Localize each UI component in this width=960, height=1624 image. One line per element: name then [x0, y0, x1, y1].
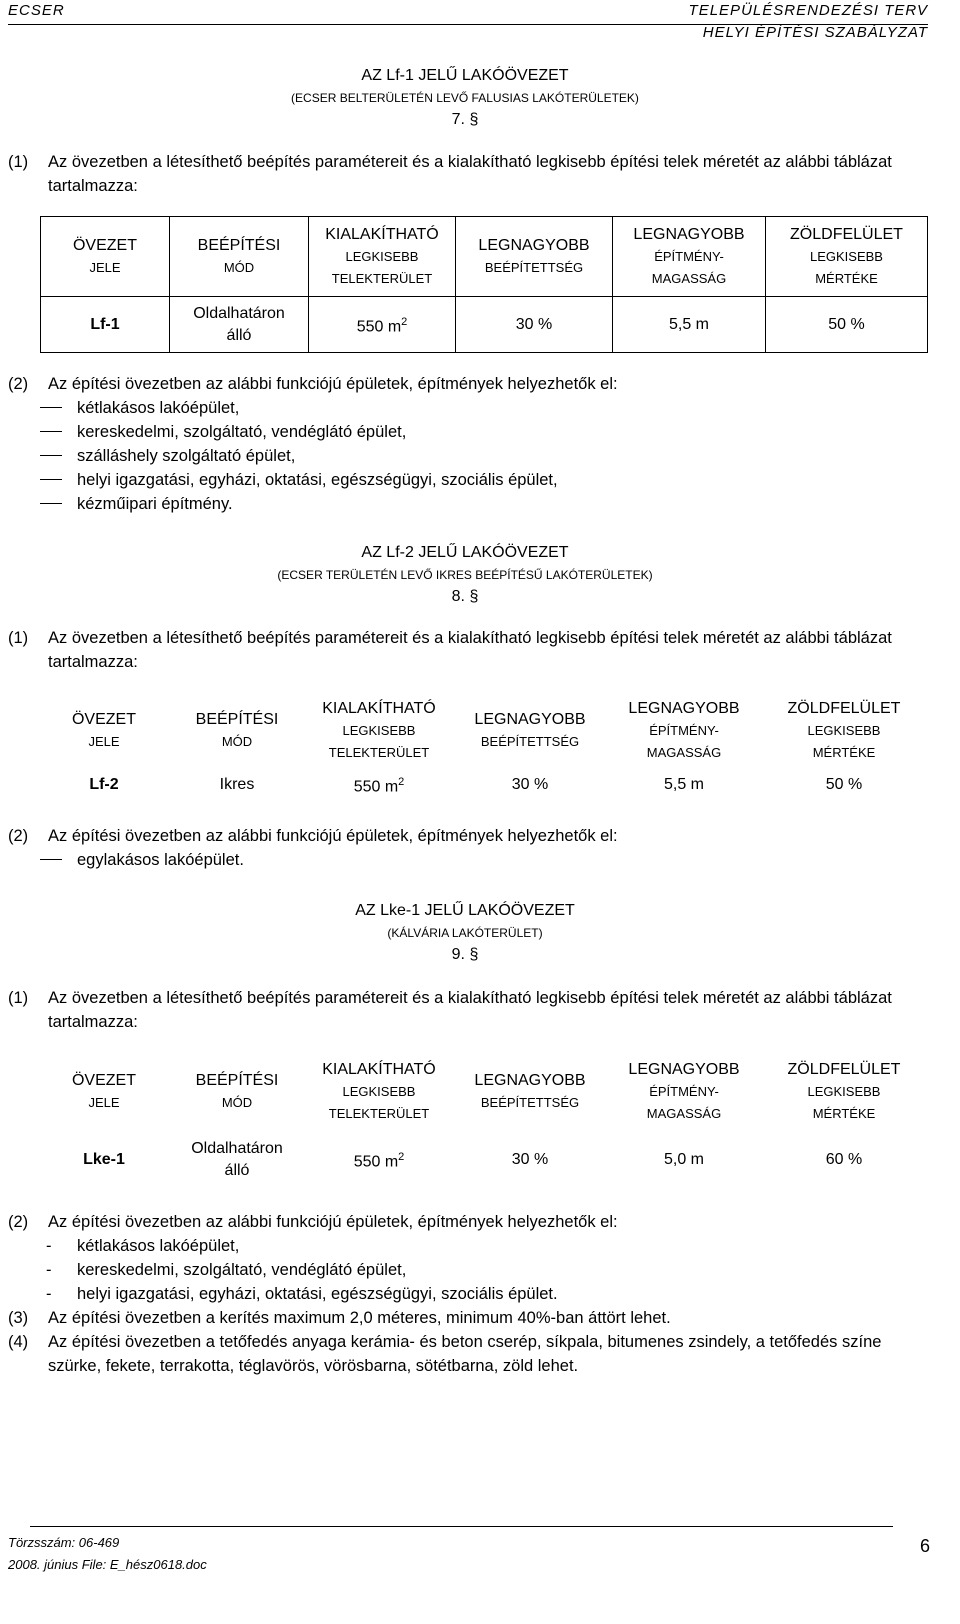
- section8-table: [40, 694, 928, 802]
- list-item: - kétlakásos lakóépület,: [46, 1237, 240, 1255]
- section8-p1: [8, 626, 933, 674]
- section9-p4-text: Az építési övezetben a tetőfedés anyaga kerámia- és beton cserép, síkpala, bitumenes zsindely, a tetőfedés színe szürke, fekete, terrakotta, téglavörös, vörösbarna, sötétbarna, zöld lehet.: [48, 1333, 882, 1375]
- col-mode: BEÉPÍTÉSI MÓD: [195, 1072, 279, 1110]
- section9-p2: [8, 1210, 933, 1234]
- cell-zone: Lf-1: [41, 297, 170, 353]
- page-number: 6: [919, 1536, 930, 1556]
- section9-title2: (KÁLVÁRIA LAKÓTERÜLET): [387, 926, 543, 940]
- cell-mode: Oldalhatáron álló: [191, 1140, 283, 1179]
- col-coverage: LEGNAGYOBB BEÉPÍTETTSÉG: [474, 1072, 586, 1110]
- list-item: szálláshely szolgáltató épület,: [40, 444, 920, 468]
- section7-list: [40, 396, 920, 516]
- section9-p3: [8, 1306, 933, 1330]
- section9-title3: 9. §: [451, 946, 479, 963]
- section9-list: [40, 1234, 920, 1306]
- header-right-line1: TELEPÜLÉSRENDEZÉSI TERV: [688, 2, 928, 19]
- section9-title: [0, 900, 930, 966]
- header-right-line2: HELYI ÉPÍTÉSI SZABÁLYZAT: [702, 24, 928, 41]
- list-item: - kereskedelmi, szolgáltató, vendéglátó épület,: [46, 1261, 407, 1279]
- section8-list: [40, 848, 920, 872]
- list-item: egylakásos lakóépület.: [40, 848, 920, 872]
- cell-plot: 550 $m^2$: [353, 1151, 405, 1171]
- header-left: ECSER: [8, 2, 65, 19]
- section7-p2-num: (2): [8, 375, 29, 393]
- section9-p3-num: (3): [8, 1309, 29, 1327]
- table-header-row: [40, 1054, 928, 1130]
- cell-coverage: 30 %: [511, 1151, 549, 1168]
- cell-height: 5,5 m: [613, 297, 766, 353]
- col-plot: KIALAKÍTHATÓ LEGKISEBB TELEKTERÜLET: [322, 700, 436, 760]
- list-item: helyi igazgatási, egyházi, oktatási, egészségügyi, szociális épület,: [40, 468, 920, 492]
- section9-p1-num: (1): [8, 989, 29, 1007]
- cell-coverage: 30 %: [511, 776, 549, 793]
- col-green: ZÖLDFELÜLET LEGKISEBB MÉRTÉKE: [766, 217, 928, 297]
- col-plot: KIALAKÍTHATÓ LEGKISEBB TELEKTERÜLET: [322, 1061, 436, 1121]
- section8-title3: 8. §: [451, 588, 479, 605]
- table-header-row: [41, 217, 928, 297]
- section7-p1-num: (1): [8, 153, 29, 171]
- section8-p2-text: Az építési övezetben az alábbi funkciójú épületek, építmények helyezhetők el:: [48, 827, 618, 845]
- col-zone: ÖVEZET JELE: [71, 1072, 136, 1110]
- section7-title2: (ECSER BELTERÜLETÉN LEVŐ FALUSIAS LAKÓTERÜLETEK): [291, 91, 639, 105]
- section8-p1-num: (1): [8, 629, 29, 647]
- col-green: ZÖLDFELÜLET LEGKISEBB MÉRTÉKE: [787, 700, 901, 760]
- footer-rule: [30, 1526, 893, 1527]
- section9-table: [40, 1054, 928, 1190]
- section9-p4: [8, 1330, 933, 1378]
- section8-p2-num: (2): [8, 827, 29, 845]
- table-row: [40, 1130, 928, 1190]
- table-row: [41, 297, 928, 353]
- section9-p2-num: (2): [8, 1213, 29, 1231]
- col-plot: KIALAKÍTHATÓ LEGKISEBB TELEKTERÜLET: [309, 217, 456, 297]
- section7-p2: [8, 372, 933, 396]
- list-item: kétlakásos lakóépület,: [40, 396, 920, 420]
- section7-title3: 7. §: [451, 111, 479, 128]
- section7-p2-text: Az építési övezetben az alábbi funkciójú épületek, építmények helyezhetők el:: [48, 375, 618, 393]
- cell-mode: Oldalhatáron álló: [170, 297, 309, 353]
- col-height: LEGNAGYOBB ÉPÍTMÉNY- MAGASSÁG: [628, 1061, 740, 1121]
- section8-title: [0, 542, 930, 608]
- cell-mode: Ikres: [219, 776, 255, 793]
- col-height: LEGNAGYOBB ÉPÍTMÉNY- MAGASSÁG: [628, 700, 740, 760]
- col-coverage: LEGNAGYOBB BEÉPÍTETTSÉG: [474, 711, 586, 749]
- section8-p1-text: Az övezetben a létesíthető beépítés paramétereit és a kialakítható legkisebb építési telek méretét az alábbi táblázat tartalmazza:: [48, 629, 892, 671]
- section9-p3-text: Az építési övezetben a kerítés maximum 2,0 méteres, minimum 40%-ban áttört lehet.: [48, 1309, 671, 1327]
- cell-plot: 550 $m^2$: [353, 776, 405, 796]
- list-item: kereskedelmi, szolgáltató, vendéglátó épület,: [40, 420, 920, 444]
- col-mode: BEÉPÍTÉSI MÓD: [195, 711, 279, 749]
- section9-p4-num: (4): [8, 1333, 29, 1351]
- section8-p2: [8, 824, 933, 848]
- section7-p1: [8, 150, 933, 198]
- list-item: kézműipari építmény.: [40, 492, 920, 516]
- section7-title1: AZ Lf-1 JELŰ LAKÓÖVEZET: [361, 67, 569, 84]
- cell-plot: 550 $m^2$: [309, 297, 456, 353]
- table-header-row: [40, 694, 928, 768]
- cell-zone: Lke-1: [83, 1151, 125, 1168]
- footer-line2: 2008. június File: E_hész0618.doc: [8, 1557, 207, 1572]
- cell-green: 50 %: [825, 776, 863, 793]
- section9-title1: AZ Lke-1 JELŰ LAKÓÖVEZET: [355, 902, 575, 919]
- col-zone: ÖVEZET JELE: [41, 217, 170, 297]
- section9-p1-text: Az övezetben a létesíthető beépítés paramétereit és a kialakítható legkisebb építési telek méretét az alábbi táblázat tartalmazza:: [48, 989, 892, 1031]
- footer-line1: Törzsszám: 06-469: [8, 1535, 120, 1550]
- section8-title2: (ECSER TERÜLETÉN LEVŐ IKRES BEÉPÍTÉSŰ LAKÓTERÜLETEK): [277, 568, 653, 582]
- cell-height: 5,0 m: [663, 1151, 704, 1168]
- section7-p1-text: Az övezetben a létesíthető beépítés paramétereit és a kialakítható legkisebb építési telek méretét az alábbi táblázat tartalmazza:: [48, 153, 892, 195]
- cell-green: 60 %: [825, 1151, 863, 1168]
- col-zone: ÖVEZET JELE: [71, 711, 136, 749]
- col-height: LEGNAGYOBB ÉPÍTMÉNY- MAGASSÁG: [613, 217, 766, 297]
- section7-table: [40, 216, 928, 353]
- cell-zone: Lf-2: [89, 776, 119, 793]
- col-coverage: LEGNAGYOBB BEÉPÍTETTSÉG: [456, 217, 613, 297]
- cell-coverage: 30 %: [456, 297, 613, 353]
- section7-title: [0, 65, 930, 131]
- section9-p1: [8, 986, 933, 1034]
- col-green: ZÖLDFELÜLET LEGKISEBB MÉRTÉKE: [787, 1061, 901, 1121]
- section8-title1: AZ Lf-2 JELŰ LAKÓÖVEZET: [361, 544, 569, 561]
- col-mode: BEÉPÍTÉSI MÓD: [170, 217, 309, 297]
- cell-height: 5,5 m: [663, 776, 704, 793]
- table-row: [40, 768, 928, 802]
- list-item: - helyi igazgatási, egyházi, oktatási, egészségügyi, szociális épület.: [46, 1285, 558, 1303]
- section9-p2-text: Az építési övezetben az alábbi funkciójú épületek, építmények helyezhetők el:: [48, 1213, 618, 1231]
- cell-green: 50 %: [766, 297, 928, 353]
